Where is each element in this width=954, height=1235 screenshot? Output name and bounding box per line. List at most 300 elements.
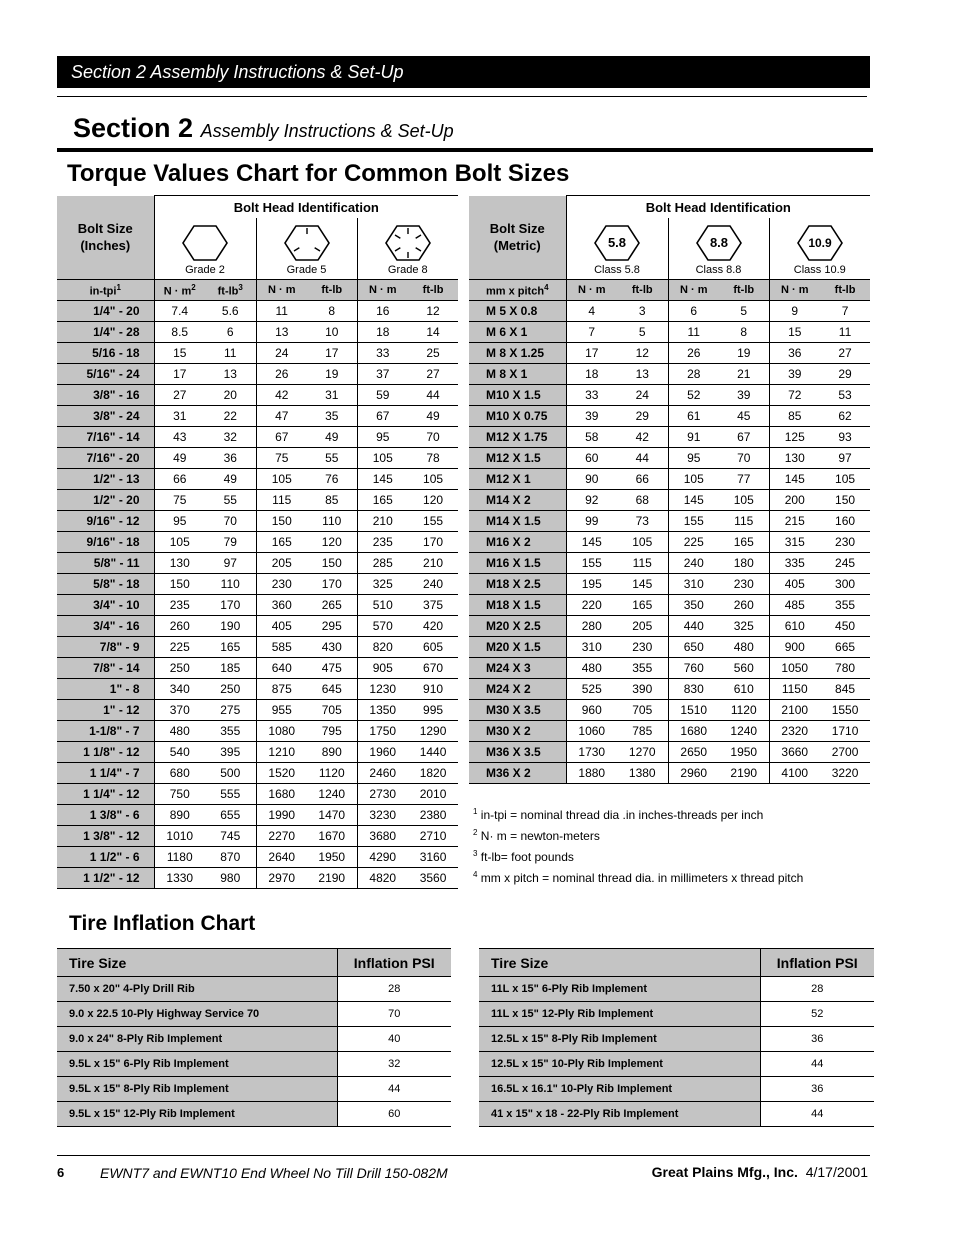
- torque-value-cell: 2730: [357, 784, 408, 805]
- table-row: [57, 742, 458, 763]
- table-row: [57, 616, 458, 637]
- torque-value-cell: 250: [154, 658, 205, 679]
- torque-value-cell: 250: [205, 679, 256, 700]
- unit-nm: N · m: [357, 280, 408, 301]
- torque-value-cell: 280: [566, 616, 617, 637]
- torque-value-cell: 110: [205, 574, 256, 595]
- table-row: [469, 595, 870, 616]
- bolt-size-cell: 1/4" - 20: [57, 301, 154, 322]
- bolt-size-cell: M20 X 1.5: [469, 637, 566, 658]
- table-row: [57, 1102, 451, 1127]
- section-heading: [73, 113, 454, 144]
- torque-value-cell: 510: [357, 595, 408, 616]
- inflation-psi-cell: 36: [760, 1077, 874, 1102]
- torque-value-cell: 105: [408, 469, 458, 490]
- torque-value-cell: 17: [307, 343, 357, 364]
- bolt-size-cell: M16 X 1.5: [469, 553, 566, 574]
- torque-value-cell: 260: [719, 595, 769, 616]
- torque-value-cell: 705: [617, 700, 668, 721]
- grade-8-label: Grade 8: [387, 264, 428, 276]
- torque-value-cell: 1050: [769, 658, 820, 679]
- torque-value-cell: 32: [205, 427, 256, 448]
- torque-value-cell: 1470: [307, 805, 357, 826]
- unit-nm: $N \cdot m^2$: [154, 280, 205, 301]
- torque-value-cell: 1120: [719, 700, 769, 721]
- torque-value-cell: 2700: [820, 742, 870, 763]
- torque-value-cell: 9: [769, 301, 820, 322]
- torque-value-cell: 105: [256, 469, 307, 490]
- torque-value-cell: 1950: [719, 742, 769, 763]
- torque-value-cell: 240: [668, 553, 719, 574]
- bolt-size-cell: M30 X 3.5: [469, 700, 566, 721]
- table-row: [57, 721, 458, 742]
- torque-value-cell: 5.6: [205, 301, 256, 322]
- torque-value-cell: 15: [154, 343, 205, 364]
- bolt-size-cell: 1 3/8" - 6: [57, 805, 154, 826]
- torque-value-cell: 1060: [566, 721, 617, 742]
- torque-value-cell: 20: [205, 385, 256, 406]
- table-row: [469, 532, 870, 553]
- bolt-size-cell: M18 X 1.5: [469, 595, 566, 616]
- torque-value-cell: 480: [154, 721, 205, 742]
- torque-value-cell: 66: [617, 469, 668, 490]
- torque-value-cell: 650: [668, 637, 719, 658]
- torque-value-cell: 11: [256, 301, 307, 322]
- torque-value-cell: 480: [719, 637, 769, 658]
- torque-value-cell: 160: [820, 511, 870, 532]
- grade-8-cell: [357, 218, 458, 280]
- torque-value-cell: 11: [205, 343, 256, 364]
- inflation-psi-cell: 32: [337, 1052, 451, 1077]
- table-row: [57, 868, 458, 889]
- torque-value-cell: 165: [357, 490, 408, 511]
- torque-value-cell: 145: [357, 469, 408, 490]
- inch-size-unit: in-tpi$^1$: [57, 280, 154, 301]
- torque-value-cell: 150: [820, 490, 870, 511]
- torque-value-cell: 4: [566, 301, 617, 322]
- torque-value-cell: 67: [256, 427, 307, 448]
- torque-value-cell: 43: [154, 427, 205, 448]
- grade-5-cell: [256, 218, 357, 280]
- bolt-size-cell: 1 1/8" - 12: [57, 742, 154, 763]
- torque-value-cell: 97: [820, 448, 870, 469]
- inflation-psi-cell: 40: [337, 1027, 451, 1052]
- torque-value-cell: 67: [719, 427, 769, 448]
- tire-left-body: [57, 977, 451, 1127]
- table-row: [469, 322, 870, 343]
- torque-value-cell: 47: [256, 406, 307, 427]
- grade-8-hexagon-icon: [383, 224, 433, 262]
- torque-value-cell: 1680: [256, 784, 307, 805]
- bolt-size-cell: 1 1/4" - 7: [57, 763, 154, 784]
- torque-value-cell: 91: [668, 427, 719, 448]
- torque-value-cell: 6: [668, 301, 719, 322]
- torque-value-cell: 28: [668, 364, 719, 385]
- metric-table-body: [469, 301, 870, 784]
- table-row: [57, 679, 458, 700]
- table-row: [57, 532, 458, 553]
- torque-value-cell: 55: [307, 448, 357, 469]
- header-bar: [57, 56, 870, 88]
- tire-size-cell: 11L x 15" 12-Ply Rib Implement: [479, 1002, 760, 1027]
- inflation-psi-cell: 70: [337, 1002, 451, 1027]
- bolt-size-cell: 1 1/2" - 12: [57, 868, 154, 889]
- torque-value-cell: 95: [668, 448, 719, 469]
- torque-value-cell: 170: [307, 574, 357, 595]
- torque-value-cell: 2380: [408, 805, 458, 826]
- tire-size-cell: 9.5L x 15" 8-Ply Rib Implement: [57, 1077, 337, 1102]
- torque-value-cell: 780: [820, 658, 870, 679]
- tire-size-cell: 41 x 15" x 18 - 22-Ply Rib Implement: [479, 1102, 760, 1127]
- torque-value-cell: 2190: [719, 763, 769, 784]
- torque-value-cell: 500: [205, 763, 256, 784]
- class-5-8-label: Class 5.8: [594, 264, 640, 276]
- torque-value-cell: 430: [307, 637, 357, 658]
- grade-2-cell: [154, 218, 256, 280]
- table-row: [57, 322, 458, 343]
- footer-document-title: EWNT7 and EWNT10 End Wheel No Till Drill 150-082M: [100, 1165, 448, 1181]
- torque-value-cell: 1240: [307, 784, 357, 805]
- footnote-4: $^4$ mm x pitch = nominal thread dia. in millimeters x thread pitch: [473, 870, 804, 885]
- unit-ftlb: ft-lb: [820, 280, 870, 301]
- bolt-size-cell: M14 X 1.5: [469, 511, 566, 532]
- table-row: [469, 469, 870, 490]
- torque-value-cell: 375: [408, 595, 458, 616]
- torque-value-cell: 36: [769, 343, 820, 364]
- bolt-size-cell: 5/16" - 24: [57, 364, 154, 385]
- torque-value-cell: 235: [357, 532, 408, 553]
- torque-value-cell: 820: [357, 637, 408, 658]
- tire-table-header: [479, 949, 874, 977]
- bolt-size-cell: 5/8" - 11: [57, 553, 154, 574]
- torque-value-cell: 205: [256, 553, 307, 574]
- torque-value-cell: 165: [719, 532, 769, 553]
- torque-value-cell: 22: [205, 406, 256, 427]
- tire-size-cell: 11L x 15" 6-Ply Rib Implement: [479, 977, 760, 1002]
- torque-value-cell: 3: [617, 301, 668, 322]
- torque-value-cell: 485: [769, 595, 820, 616]
- table-row: [469, 343, 870, 364]
- torque-value-cell: 76: [307, 469, 357, 490]
- torque-value-cell: 17: [154, 364, 205, 385]
- bolt-size-cell: 1 1/2" - 6: [57, 847, 154, 868]
- bolt-size-cell: 3/8" - 16: [57, 385, 154, 406]
- torque-value-cell: 145: [668, 490, 719, 511]
- unit-ftlb: $ft-lb^3$: [205, 280, 256, 301]
- torque-value-cell: 300: [820, 574, 870, 595]
- bolt-size-cell: 1-1/8" - 7: [57, 721, 154, 742]
- torque-value-cell: 1750: [357, 721, 408, 742]
- table-row: [57, 301, 458, 322]
- torque-value-cell: 15: [769, 322, 820, 343]
- torque-value-cell: 155: [668, 511, 719, 532]
- inflation-psi-cell: 44: [337, 1077, 451, 1102]
- torque-value-cell: 3230: [357, 805, 408, 826]
- bolt-size-cell: 1/2" - 13: [57, 469, 154, 490]
- torque-value-cell: 42: [256, 385, 307, 406]
- bolt-size-cell: M14 X 2: [469, 490, 566, 511]
- torque-value-cell: 62: [820, 406, 870, 427]
- torque-value-cell: 85: [307, 490, 357, 511]
- torque-value-cell: 605: [408, 637, 458, 658]
- torque-value-cell: 480: [566, 658, 617, 679]
- torque-value-cell: 745: [205, 826, 256, 847]
- torque-value-cell: 33: [357, 343, 408, 364]
- torque-value-cell: 2100: [769, 700, 820, 721]
- torque-value-cell: 350: [668, 595, 719, 616]
- torque-value-cell: 170: [408, 532, 458, 553]
- torque-value-cell: 67: [357, 406, 408, 427]
- torque-value-cell: 750: [154, 784, 205, 805]
- torque-value-cell: 3560: [408, 868, 458, 889]
- table-row: [469, 385, 870, 406]
- torque-value-cell: 145: [769, 469, 820, 490]
- torque-value-cell: 225: [668, 532, 719, 553]
- torque-value-cell: 1350: [357, 700, 408, 721]
- bolt-size-cell: M20 X 2.5: [469, 616, 566, 637]
- torque-value-cell: 90: [566, 469, 617, 490]
- tire-size-header: Tire Size: [479, 949, 760, 977]
- table-row: [469, 637, 870, 658]
- torque-value-cell: 19: [307, 364, 357, 385]
- torque-value-cell: 27: [408, 364, 458, 385]
- torque-value-cell: 10: [307, 322, 357, 343]
- torque-value-cell: 39: [769, 364, 820, 385]
- unit-nm: N · m: [769, 280, 820, 301]
- torque-value-cell: 405: [256, 616, 307, 637]
- torque-value-cell: 31: [307, 385, 357, 406]
- torque-value-cell: 18: [566, 364, 617, 385]
- torque-value-cell: 1330: [154, 868, 205, 889]
- bolt-size-cell: M16 X 2: [469, 532, 566, 553]
- metric-size-unit: mm x pitch$^4$: [469, 280, 566, 301]
- torque-value-cell: 1010: [154, 826, 205, 847]
- class-8-8-label: Class 8.8: [695, 264, 742, 276]
- class-5-8-hexagon-icon: [592, 224, 642, 262]
- table-row: [469, 658, 870, 679]
- torque-value-cell: 19: [719, 343, 769, 364]
- torque-value-cell: 77: [719, 469, 769, 490]
- torque-value-cell: 655: [205, 805, 256, 826]
- table-row: [469, 448, 870, 469]
- footnotes: [473, 803, 803, 887]
- tire-table-header: [57, 949, 451, 977]
- class-5-8-cell: [566, 218, 668, 280]
- torque-value-cell: 310: [668, 574, 719, 595]
- bolt-size-cell: 1 1/4" - 12: [57, 784, 154, 805]
- table-row: [469, 301, 870, 322]
- table-row: [57, 700, 458, 721]
- torque-value-cell: 31: [154, 406, 205, 427]
- torque-value-cell: 1710: [820, 721, 870, 742]
- torque-value-cell: 440: [668, 616, 719, 637]
- tire-chart-title: Tire Inflation Chart: [69, 912, 256, 935]
- torque-value-cell: 93: [820, 427, 870, 448]
- torque-value-cell: 1680: [668, 721, 719, 742]
- torque-value-cell: 115: [256, 490, 307, 511]
- footnote-2: $^2$ N· m = newton-meters: [473, 828, 600, 843]
- torque-value-cell: 325: [357, 574, 408, 595]
- table-row: [57, 574, 458, 595]
- torque-value-cell: 5: [719, 301, 769, 322]
- torque-value-cell: 1240: [719, 721, 769, 742]
- torque-value-cell: 1210: [256, 742, 307, 763]
- torque-value-cell: 1080: [256, 721, 307, 742]
- inflation-psi-header: Inflation PSI: [337, 949, 451, 977]
- torque-value-cell: 205: [617, 616, 668, 637]
- torque-value-cell: 2650: [668, 742, 719, 763]
- table-row: [57, 427, 458, 448]
- torque-value-cell: 8: [719, 322, 769, 343]
- torque-value-cell: 1120: [307, 763, 357, 784]
- table-row: [469, 553, 870, 574]
- torque-value-cell: 24: [256, 343, 307, 364]
- torque-value-cell: 285: [357, 553, 408, 574]
- bolt-size-cell: M36 X 2: [469, 763, 566, 784]
- torque-value-cell: 115: [719, 511, 769, 532]
- torque-value-cell: 78: [408, 448, 458, 469]
- torque-value-cell: 39: [719, 385, 769, 406]
- torque-value-cell: 680: [154, 763, 205, 784]
- table-row: [479, 977, 874, 1002]
- bolt-size-cell: 1/2" - 20: [57, 490, 154, 511]
- table-row: [479, 1052, 874, 1077]
- torque-value-cell: 145: [566, 532, 617, 553]
- torque-value-cell: 75: [154, 490, 205, 511]
- bolt-size-inches-header: Bolt Size (Inches): [57, 196, 154, 280]
- torque-value-cell: 705: [307, 700, 357, 721]
- torque-value-cell: 66: [154, 469, 205, 490]
- torque-value-cell: 955: [256, 700, 307, 721]
- bolt-size-cell: M24 X 2: [469, 679, 566, 700]
- inflation-psi-cell: 44: [760, 1052, 874, 1077]
- tire-size-cell: 9.5L x 15" 12-Ply Rib Implement: [57, 1102, 337, 1127]
- tire-size-cell: 12.5L x 15" 10-Ply Rib Implement: [479, 1052, 760, 1077]
- torque-value-cell: 7.4: [154, 301, 205, 322]
- table-row: [469, 700, 870, 721]
- grade-2-hexagon-icon: [180, 224, 230, 262]
- footer-date: 4/17/2001: [805, 1164, 868, 1180]
- table-row: [469, 574, 870, 595]
- tire-size-header: Tire Size: [57, 949, 337, 977]
- bolt-size-cell: 3/4" - 10: [57, 595, 154, 616]
- table-row: [57, 595, 458, 616]
- torque-value-cell: 70: [719, 448, 769, 469]
- torque-value-cell: 3220: [820, 763, 870, 784]
- torque-value-cell: 12: [408, 301, 458, 322]
- bolt-size-cell: 9/16" - 18: [57, 532, 154, 553]
- bolt-size-cell: 5/16 - 18: [57, 343, 154, 364]
- torque-value-cell: 2640: [256, 847, 307, 868]
- inflation-psi-cell: 60: [337, 1102, 451, 1127]
- table-row: [479, 1102, 874, 1127]
- torque-value-cell: 190: [205, 616, 256, 637]
- torque-value-cell: 72: [769, 385, 820, 406]
- torque-value-cell: 53: [820, 385, 870, 406]
- torque-value-cell: 33: [566, 385, 617, 406]
- torque-value-cell: 2710: [408, 826, 458, 847]
- table-row: [57, 406, 458, 427]
- torque-value-cell: 44: [617, 448, 668, 469]
- torque-value-cell: 230: [719, 574, 769, 595]
- torque-value-cell: 35: [307, 406, 357, 427]
- class-10-9-label: Class 10.9: [793, 264, 846, 276]
- torque-value-cell: 230: [820, 532, 870, 553]
- torque-value-cell: 115: [617, 553, 668, 574]
- header-rule: [57, 96, 867, 97]
- torque-value-cell: 665: [820, 637, 870, 658]
- table-row: [57, 826, 458, 847]
- torque-value-cell: 450: [820, 616, 870, 637]
- torque-value-cell: 230: [617, 637, 668, 658]
- inflation-psi-cell: 44: [760, 1102, 874, 1127]
- torque-value-cell: 155: [408, 511, 458, 532]
- torque-value-cell: 73: [617, 511, 668, 532]
- torque-value-cell: 8: [307, 301, 357, 322]
- torque-value-cell: 335: [769, 553, 820, 574]
- torque-value-cell: 75: [256, 448, 307, 469]
- section-subtitle: Assembly Instructions & Set-Up: [200, 121, 454, 141]
- torque-value-cell: 785: [617, 721, 668, 742]
- torque-value-cell: 220: [566, 595, 617, 616]
- bolt-size-cell: 3/4" - 16: [57, 616, 154, 637]
- torque-value-cell: 760: [668, 658, 719, 679]
- metric-unit-row: [469, 280, 870, 301]
- torque-value-cell: 670: [408, 658, 458, 679]
- torque-value-cell: 475: [307, 658, 357, 679]
- torque-value-cell: 1290: [408, 721, 458, 742]
- bolt-size-cell: 1" - 12: [57, 700, 154, 721]
- torque-value-cell: 105: [154, 532, 205, 553]
- torque-value-cell: 230: [256, 574, 307, 595]
- bolt-size-cell: M24 X 3: [469, 658, 566, 679]
- inflation-psi-header: Inflation PSI: [760, 949, 874, 977]
- torque-value-cell: 150: [256, 511, 307, 532]
- torque-value-cell: 1510: [668, 700, 719, 721]
- tire-size-cell: 9.0 x 24" 8-Ply Rib Implement: [57, 1027, 337, 1052]
- torque-value-cell: 390: [617, 679, 668, 700]
- torque-value-cell: 875: [256, 679, 307, 700]
- bolt-size-cell: M 6 X 1: [469, 322, 566, 343]
- bolt-size-cell: 7/8" - 9: [57, 637, 154, 658]
- torque-value-cell: 555: [205, 784, 256, 805]
- bolt-size-cell: 5/8" - 18: [57, 574, 154, 595]
- table-row: [57, 1052, 451, 1077]
- torque-value-cell: 4820: [357, 868, 408, 889]
- torque-value-cell: 14: [408, 322, 458, 343]
- torque-value-cell: 265: [307, 595, 357, 616]
- tire-size-cell: 16.5L x 16.1" 10-Ply Rib Implement: [479, 1077, 760, 1102]
- table-row: [57, 1027, 451, 1052]
- footer-company: [652, 1164, 868, 1180]
- table-row: [57, 448, 458, 469]
- torque-value-cell: 2960: [668, 763, 719, 784]
- torque-value-cell: 200: [769, 490, 820, 511]
- bolt-head-identification-label: Bolt Head Identification: [154, 196, 458, 219]
- unit-nm: N · m: [668, 280, 719, 301]
- section-title: Section 2: [73, 113, 194, 143]
- torque-value-cell: 5: [617, 322, 668, 343]
- torque-value-cell: 45: [719, 406, 769, 427]
- torque-value-cell: 21: [719, 364, 769, 385]
- table-row: [479, 1027, 874, 1052]
- inflation-psi-cell: 28: [760, 977, 874, 1002]
- table-row: [57, 763, 458, 784]
- torque-value-cell: 150: [154, 574, 205, 595]
- table-row: [57, 977, 451, 1002]
- class-10-9-hexagon-icon: [795, 224, 845, 262]
- torque-value-cell: 39: [566, 406, 617, 427]
